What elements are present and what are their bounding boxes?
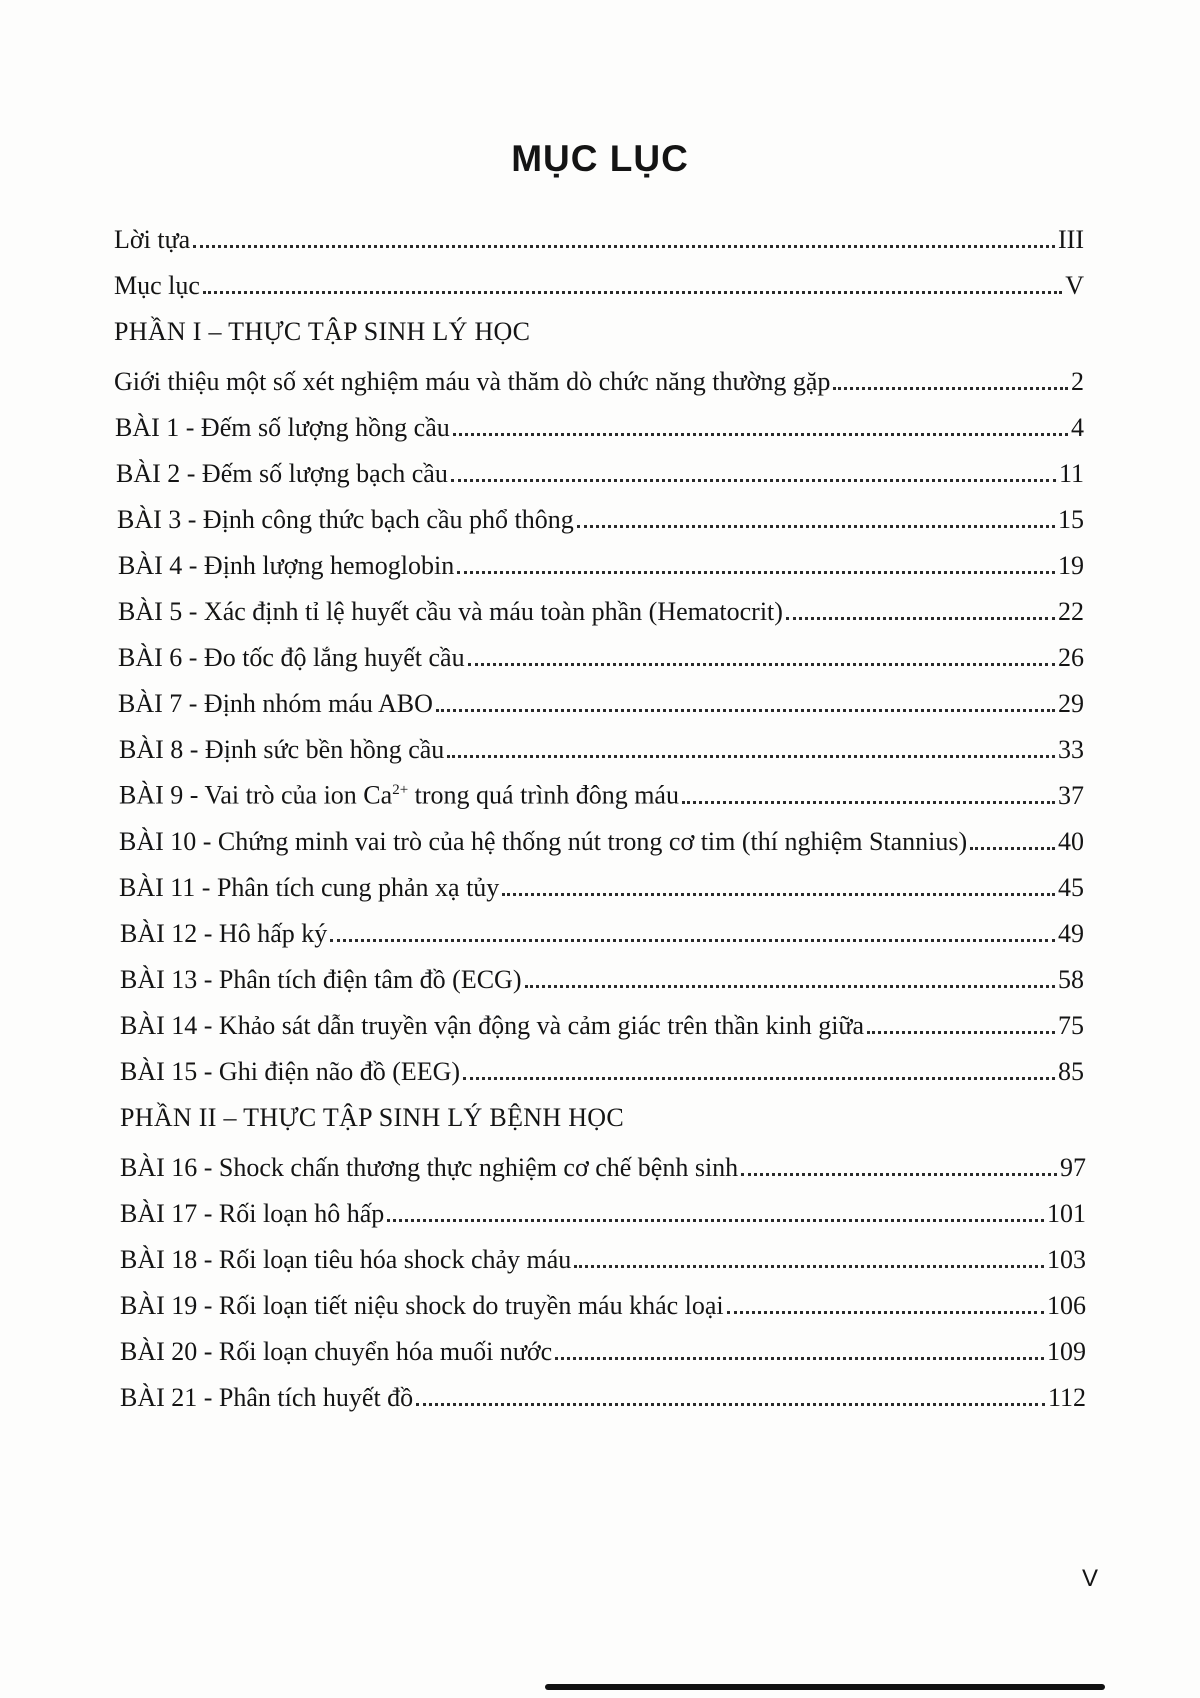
toc-entry-bai-2[interactable] xyxy=(116,450,1084,490)
entry-title: BÀI 13 - Phân tích điện tâm đồ (ECG) xyxy=(120,965,522,994)
entry-page: 58 xyxy=(1058,965,1084,994)
entry-title: Lời tựa xyxy=(114,225,191,254)
dot-leader xyxy=(555,1357,1044,1360)
entry-title: BÀI 6 - Đo tốc độ lắng huyết cầu xyxy=(118,643,465,672)
entry-title: BÀI 5 - Xác định tỉ lệ huyết cầu và máu toàn phần (Hematocrit) xyxy=(118,597,783,626)
entry-title: BÀI 10 - Chứng minh vai trò của hệ thống nút trong cơ tim (thí nghiệm Stannius) xyxy=(119,827,968,856)
entry-title: BÀI 7 - Định nhóm máu ABO xyxy=(118,689,433,718)
toc-entry-bai-5[interactable] xyxy=(118,588,1084,628)
scan-bottom-edge xyxy=(545,1684,1105,1690)
entry-title: BÀI 19 - Rối loạn tiết niệu shock do truyền máu khác loại xyxy=(120,1291,724,1320)
entry-page: 4 xyxy=(1071,413,1084,442)
entry-title-main: BÀI 9 - Vai trò của ion Ca xyxy=(119,781,393,810)
entry-page: 101 xyxy=(1047,1199,1086,1228)
toc-entry-muc-luc[interactable] xyxy=(114,262,1084,302)
toc-entry-bai-9[interactable] xyxy=(119,772,1084,812)
dot-leader xyxy=(682,801,1055,804)
toc-entry-bai-3[interactable] xyxy=(117,496,1084,536)
dot-leader xyxy=(457,571,1055,574)
entry-page: 15 xyxy=(1058,505,1084,534)
entry-page: 109 xyxy=(1047,1337,1086,1366)
entry-title: Mục lục xyxy=(114,271,200,300)
dot-leader xyxy=(577,525,1055,528)
entry-page: V xyxy=(1065,271,1084,300)
entry-page: 97 xyxy=(1060,1153,1086,1182)
entry-page: 37 xyxy=(1058,781,1084,810)
toc-entry-bai-18[interactable] xyxy=(120,1236,1086,1276)
toc-entry-bai-8[interactable] xyxy=(119,726,1084,766)
entry-page: 33 xyxy=(1058,735,1084,764)
toc-entry-bai-21[interactable] xyxy=(120,1374,1086,1414)
dot-leader xyxy=(193,245,1055,248)
dot-leader xyxy=(416,1403,1045,1406)
section-heading-phan-1: PHẦN I – THỰC TẬP SINH LÝ HỌC xyxy=(114,317,531,346)
toc-entry-bai-15[interactable] xyxy=(120,1048,1084,1088)
entry-page: III xyxy=(1058,225,1084,254)
toc-entry-bai-13[interactable] xyxy=(120,956,1084,996)
entry-page: 75 xyxy=(1058,1011,1084,1040)
entry-title: BÀI 11 - Phân tích cung phản xạ tủy xyxy=(119,873,500,902)
page-title: MỤC LỤC xyxy=(511,138,689,179)
entry-title: BÀI 16 - Shock chấn thương thực nghiệm cơ chế bệnh sinh xyxy=(120,1153,739,1182)
dot-leader xyxy=(727,1311,1044,1314)
toc-entry-bai-1[interactable] xyxy=(115,404,1084,444)
entry-page: 112 xyxy=(1047,1383,1086,1412)
dot-leader xyxy=(436,709,1055,712)
entry-title: BÀI 18 - Rối loạn tiêu hóa shock chảy máu xyxy=(120,1245,572,1274)
dot-leader xyxy=(833,387,1068,390)
entry-title: BÀI 14 - Khảo sát dẫn truyền vận động và cảm giác trên thần kinh giữa xyxy=(120,1011,865,1040)
toc-entry-bai-12[interactable] xyxy=(120,910,1084,950)
dot-leader xyxy=(387,1219,1044,1222)
toc-entry-bai-20[interactable] xyxy=(120,1328,1086,1368)
entry-page: 106 xyxy=(1047,1291,1086,1320)
section-heading-phan-2: PHẦN II – THỰC TẬP SINH LÝ BỆNH HỌC xyxy=(120,1103,624,1132)
toc-entry-bai-16[interactable] xyxy=(120,1144,1086,1184)
entry-page: 19 xyxy=(1058,551,1084,580)
dot-leader xyxy=(502,893,1055,896)
entry-title: BÀI 17 - Rối loạn hô hấp xyxy=(120,1199,385,1228)
entry-page: 22 xyxy=(1058,597,1084,626)
entry-title: BÀI 2 - Đếm số lượng bạch cầu xyxy=(116,459,448,488)
entry-title-rest: trong quá trình đông máu xyxy=(408,781,679,810)
entry-title: BÀI 3 - Định công thức bạch cầu phổ thông xyxy=(117,505,574,534)
entry-title: Giới thiệu một số xét nghiệm máu và thăm dò chức năng thường gặp xyxy=(114,367,831,396)
toc-entry-bai-4[interactable] xyxy=(118,542,1084,582)
toc-entry-bai-7[interactable] xyxy=(118,680,1084,720)
dot-leader xyxy=(574,1265,1044,1268)
entry-page: 49 xyxy=(1058,919,1084,948)
entry-page: 29 xyxy=(1058,689,1084,718)
dot-leader xyxy=(463,1077,1055,1080)
dot-leader xyxy=(525,985,1056,988)
entry-page: 11 xyxy=(1058,459,1084,488)
entry-page: 2 xyxy=(1071,367,1084,396)
page-number: V xyxy=(1082,1565,1099,1592)
entry-title: BÀI 4 - Định lượng hemoglobin xyxy=(118,551,455,580)
dot-leader xyxy=(970,847,1055,850)
entry-page: 26 xyxy=(1058,643,1084,672)
entry-title: BÀI 12 - Hô hấp ký xyxy=(120,919,328,948)
entry-page: 103 xyxy=(1047,1245,1086,1274)
toc-entry-bai-10[interactable] xyxy=(119,818,1084,858)
toc-entry-bai-6[interactable] xyxy=(118,634,1084,674)
entry-title: BÀI 20 - Rối loạn chuyển hóa muối nước xyxy=(120,1337,553,1366)
toc-entry-loi-tua[interactable] xyxy=(114,216,1084,256)
dot-leader xyxy=(451,479,1056,482)
dot-leader xyxy=(741,1173,1057,1176)
toc-entry-intro[interactable] xyxy=(114,358,1084,398)
dot-leader xyxy=(453,433,1068,436)
toc-entry-bai-19[interactable] xyxy=(120,1282,1086,1322)
dot-leader xyxy=(447,755,1055,758)
dot-leader xyxy=(330,939,1055,942)
toc-entry-bai-14[interactable] xyxy=(120,1002,1084,1042)
toc-entry-bai-17[interactable] xyxy=(120,1190,1086,1230)
entry-title: BÀI 21 - Phân tích huyết đồ xyxy=(120,1383,414,1412)
entry-title: BÀI 15 - Ghi điện não đồ (EEG) xyxy=(120,1057,461,1086)
toc-entry-bai-11[interactable] xyxy=(119,864,1084,904)
dot-leader xyxy=(867,1031,1055,1034)
entry-title xyxy=(119,774,679,812)
entry-title: BÀI 8 - Định sức bền hồng cầu xyxy=(119,735,445,764)
entry-page: 40 xyxy=(1058,827,1084,856)
entry-title: BÀI 1 - Đếm số lượng hồng cầu xyxy=(115,413,450,442)
superscript-charge: 2+ xyxy=(392,782,409,799)
dot-leader xyxy=(786,617,1055,620)
dot-leader xyxy=(203,291,1062,294)
entry-page: 45 xyxy=(1058,873,1084,902)
dot-leader xyxy=(468,663,1055,666)
entry-page: 85 xyxy=(1058,1057,1084,1086)
